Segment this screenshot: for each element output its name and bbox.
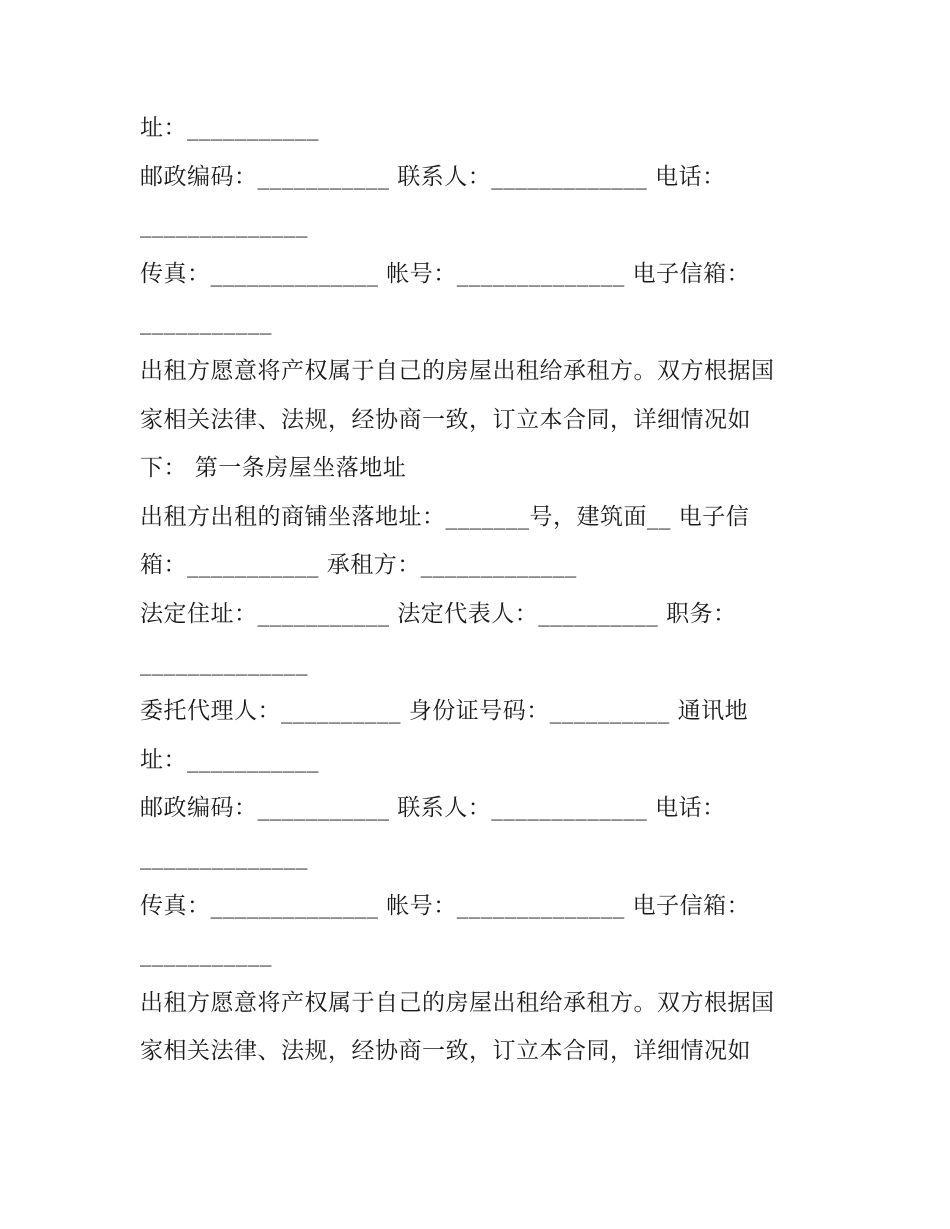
preamble-line-4: 家相关法律、法规，经协商一致，订立本合同，详细情况如	[140, 1038, 751, 1065]
address-continuation-line: 址：___________	[140, 115, 319, 141]
fax-account-email-line: 传真：______________ 帐号：______________ 电子信箱：	[140, 260, 751, 287]
email-lessee-line: 箱：___________ 承租方：_____________	[140, 552, 577, 579]
shop-address-line: 出租方出租的商铺坐落地址：_______号，建筑面__ 电子信	[140, 503, 750, 530]
preamble-line-1: 出租方愿意将产权属于自己的房屋出租给承租方。双方根据国	[140, 357, 775, 384]
article-one-heading-line: 下： 第一条房屋坐落地址	[140, 455, 407, 482]
postal-contact-phone-line-2: 邮政编码：___________ 联系人：_____________ 电话：	[140, 795, 726, 822]
preamble-line-3: 出租方愿意将产权属于自己的房屋出租给承租方。双方根据国	[140, 989, 775, 1016]
phone-blank-line: ______________	[140, 212, 308, 239]
postal-contact-phone-line: 邮政编码：___________ 联系人：_____________ 电话：	[140, 163, 726, 190]
legal-address-representative-line: 法定住址：___________ 法定代表人：__________ 职务：	[140, 600, 737, 627]
email-blank-line: ___________	[140, 309, 272, 336]
agent-id-address-line: 委托代理人：__________ 身份证号码：__________ 通讯地	[140, 698, 749, 725]
fax-account-email-line-2: 传真：______________ 帐号：______________ 电子信箱：	[140, 892, 751, 919]
preamble-line-2: 家相关法律、法规，经协商一致，订立本合同，详细情况如	[140, 406, 751, 433]
position-blank-line: ______________	[140, 649, 308, 676]
email-blank-line-2: ___________	[140, 941, 272, 968]
phone-blank-line-2: ______________	[140, 843, 308, 870]
address-continuation-line-2: 址：___________	[140, 746, 319, 773]
contract-body	[140, 104, 830, 1076]
